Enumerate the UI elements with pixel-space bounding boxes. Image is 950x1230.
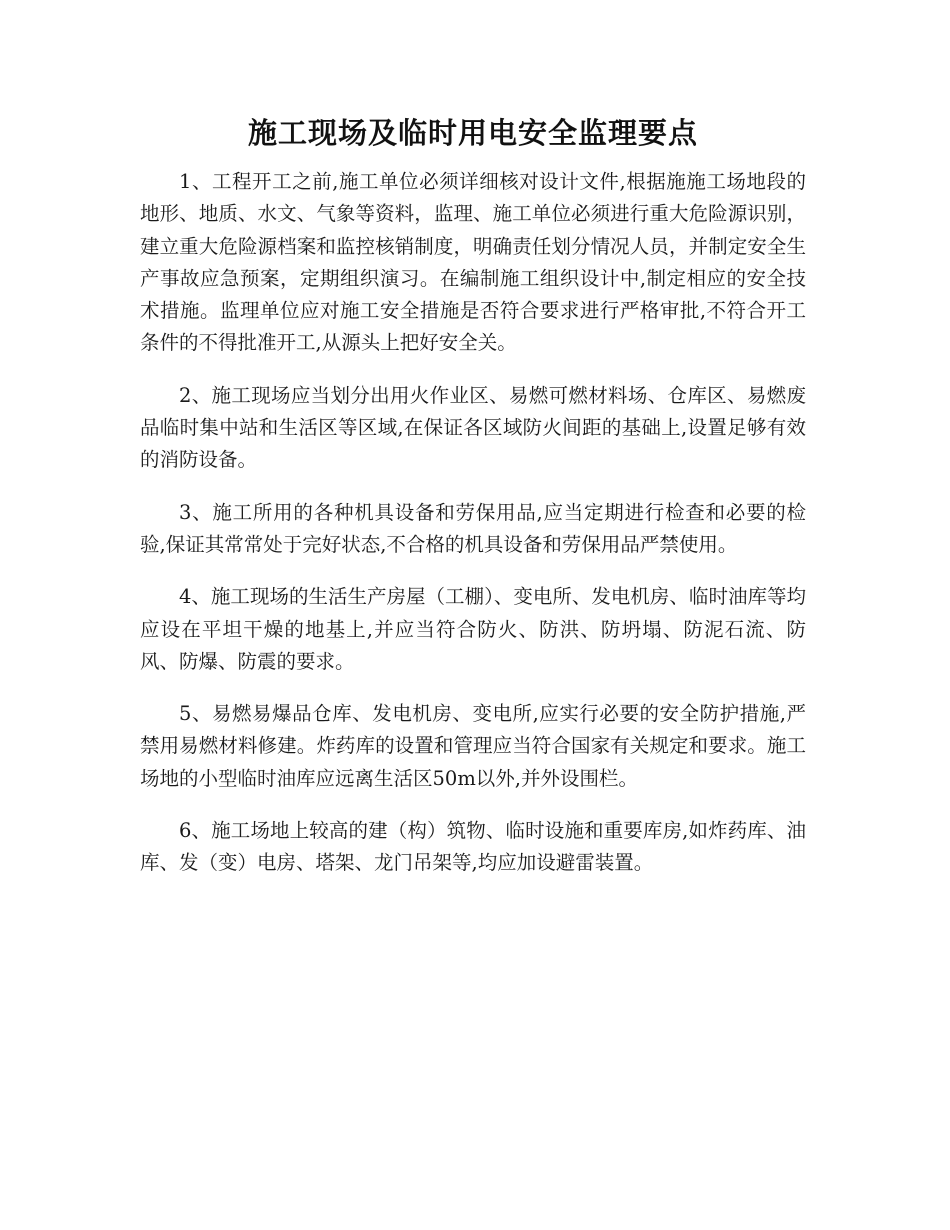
paragraph-5: 5、易燃易爆品仓库、发电机房、变电所,应实行必要的安全防护措施,严禁用易燃材料修建。炸药库的设置和管理应当符合国家有关规定和要求。施工场地的小型临时油库应远离生活区50m以外,并外设围栏。 bbox=[140, 702, 806, 790]
paragraph-2: 2、施工现场应当划分出用火作业区、易燃可燃材料场、仓库区、易燃废品临时集中站和生活区等区域,在保证各区域防火间距的基础上,设置足够有效的消防设备。 bbox=[140, 383, 806, 472]
document-body bbox=[140, 166, 806, 880]
paragraph-4: 4、施工现场的生活生产房屋（工棚）、变电所、发电机房、临时油库等均应设在平坦干燥的地基上,并应当符合防火、防洪、防坍塌、防泥石流、防风、防爆、防震的要求。 bbox=[140, 585, 806, 673]
paragraph-1: 1、工程开工之前,施工单位必须详细核对设计文件,根据施施工场地段的地形、地质、水文、气象等资料，监理、施工单位必须进行重大危险源识别，建立重大危险源档案和监控核销制度，明确责任划分情况人员，并制定安全生产事故应急预案，定期组织演习。在编制施工组织设计中,制定相应的安全技术措施。监理单位应对施工安全措施是否符合要求进行严格审批,不符合开工条件的不得批准开工,从源头上把好安全关。 bbox=[140, 170, 806, 355]
paragraph-3: 3、施工所用的各种机具设备和劳保用品,应当定期进行检查和必要的检验,保证其常常处于完好状态,不合格的机具设备和劳保用品严禁使用。 bbox=[140, 500, 806, 556]
paragraph-6: 6、施工场地上较高的建（构）筑物、临时设施和重要库房,如炸药库、油库、发（变）电房、塔架、龙门吊架等,均应加设避雷装置。 bbox=[140, 819, 806, 875]
document-title: 施工现场及临时用电安全监理要点 bbox=[247, 116, 698, 150]
